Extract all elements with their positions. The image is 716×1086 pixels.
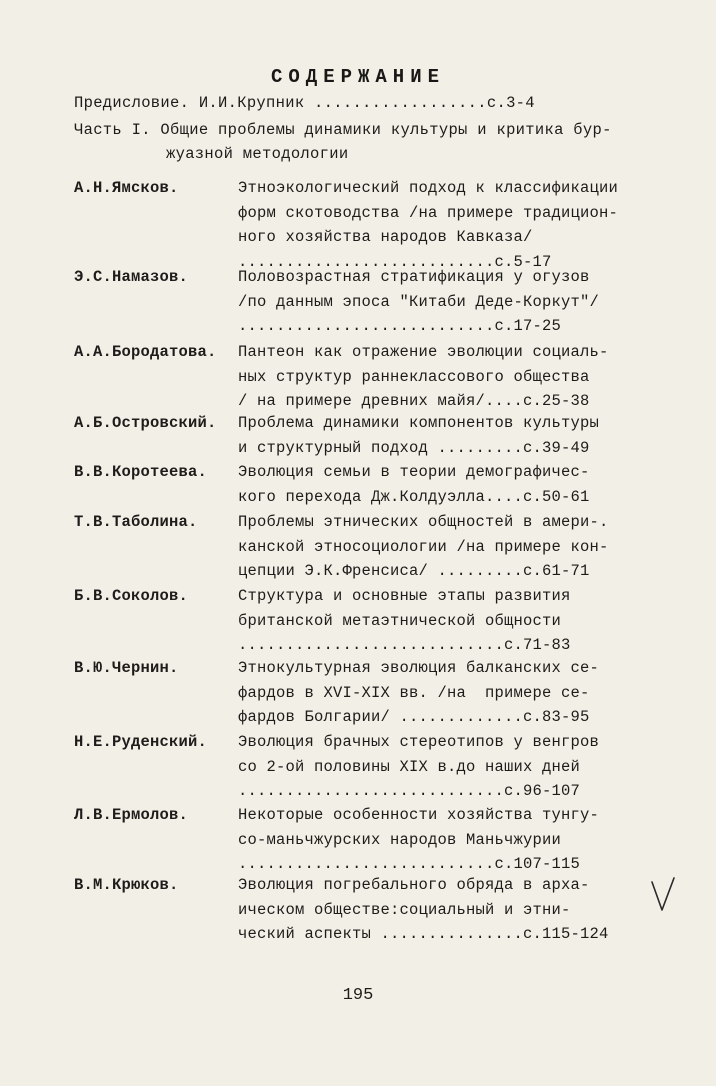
entry-title-line: / на примере древних майя/....с.25-38 — [238, 392, 590, 410]
entry-title-line: ............................с.71-83 — [238, 636, 571, 654]
entry-title-line: Этнокультурная эволюция балканских се- — [238, 659, 600, 677]
entry-title-line: ическом обществе:социальный и этни- — [238, 900, 571, 919]
entry-author: Н.Е.Руденский. — [74, 733, 208, 751]
page-number: 195 — [342, 986, 374, 1005]
entry-title-line: со-маньчжурских народов Маньчжурии — [238, 830, 562, 849]
entry-title-line: Половозрастная стратификация у огузов — [238, 268, 590, 286]
entry-title-line: со 2-ой половины XIX в.до наших дней — [238, 757, 581, 776]
entry-author: А.Н.Ямсков. — [74, 179, 179, 197]
entry-title-line: Пантеон как отражение эволюции социаль- — [238, 343, 609, 361]
entry-title-line: Некоторые особенности хозяйства тунгу- — [238, 806, 600, 824]
entry-author: Э.С.Намазов. — [74, 268, 189, 286]
entry-title-line: ...........................с.5-17 — [238, 252, 552, 271]
entry-author: В.Ю.Чернин. — [74, 659, 179, 677]
entry-title-line: Структура и основные этапы развития — [238, 587, 571, 605]
entry-title-line: канской этносоциологии /на примере кон- — [238, 537, 609, 556]
entry-title-line: Проблема динамики компонентов культуры — [238, 414, 600, 432]
entry-title-line: цепции Э.К.Френсиса/ .........с.61-71 — [238, 562, 590, 580]
entry-author: Т.В.Таболина. — [74, 513, 198, 531]
entry-author: Б.В.Соколов. — [74, 587, 189, 605]
entry-title-line: ных структур раннеклассового общества — [238, 367, 590, 386]
entry-title-line: /по данным эпоса "Китаби Деде-Коркут"/ — [238, 292, 600, 311]
entry-author: А.А.Бородатова. — [74, 343, 217, 361]
entry-title-line: Проблемы этнических общностей в амери-. — [238, 513, 609, 531]
entry-title-line: и структурный подход .........с.39-49 — [238, 438, 590, 457]
entry-author: В.М.Крюков. — [74, 876, 179, 894]
entry-title-line: кого перехода Дж.Колдуэлла....с.50-61 — [238, 487, 590, 506]
entry-title-line: ного хозяйства народов Кавказа/ — [238, 228, 533, 246]
entry-title-line: ...........................с.107-115 — [238, 855, 581, 873]
entry-title-line: ...........................с.17-25 — [238, 317, 562, 335]
entry-title-line: ческий аспекты ...............с.115-124 — [238, 925, 609, 943]
entry-author: А.Б.Островский. — [74, 414, 217, 432]
entry-title-line: форм скотоводства /на примере традицион- — [238, 203, 619, 222]
entry-author: В.В.Коротеева. — [74, 463, 208, 481]
entry-title-line: Эволюция погребального обряда в архa- — [238, 876, 590, 894]
entry-title-line: фардов Болгарии/ .............с.83-95 — [238, 708, 590, 726]
handwritten-check-mark — [648, 876, 678, 916]
entry-title-line: Эволюция брачных стереотипов у венгров — [238, 733, 600, 751]
page-title: СОДЕРЖАНИЕ — [270, 66, 446, 88]
preface-line: Предисловие. И.И.Крупник ..................с.3-4 — [74, 94, 535, 112]
entry-title-line: британской метаэтнической общности — [238, 611, 562, 630]
part-heading-line2: жуазной методологии — [166, 145, 349, 163]
entry-title-line: ............................с.96-107 — [238, 782, 581, 800]
entry-title-line: фардов в XVI-XIX вв. /на примере се- — [238, 683, 590, 702]
entry-title-line: Этноэкологический подход к классификации — [238, 179, 619, 197]
part-heading-line1: Часть I. Общие проблемы динамики культуры и критика бур- — [74, 121, 612, 139]
entry-author: Л.В.Ермолов. — [74, 806, 189, 824]
entry-title-line: Эволюция семьи в теории демографичес- — [238, 463, 590, 481]
